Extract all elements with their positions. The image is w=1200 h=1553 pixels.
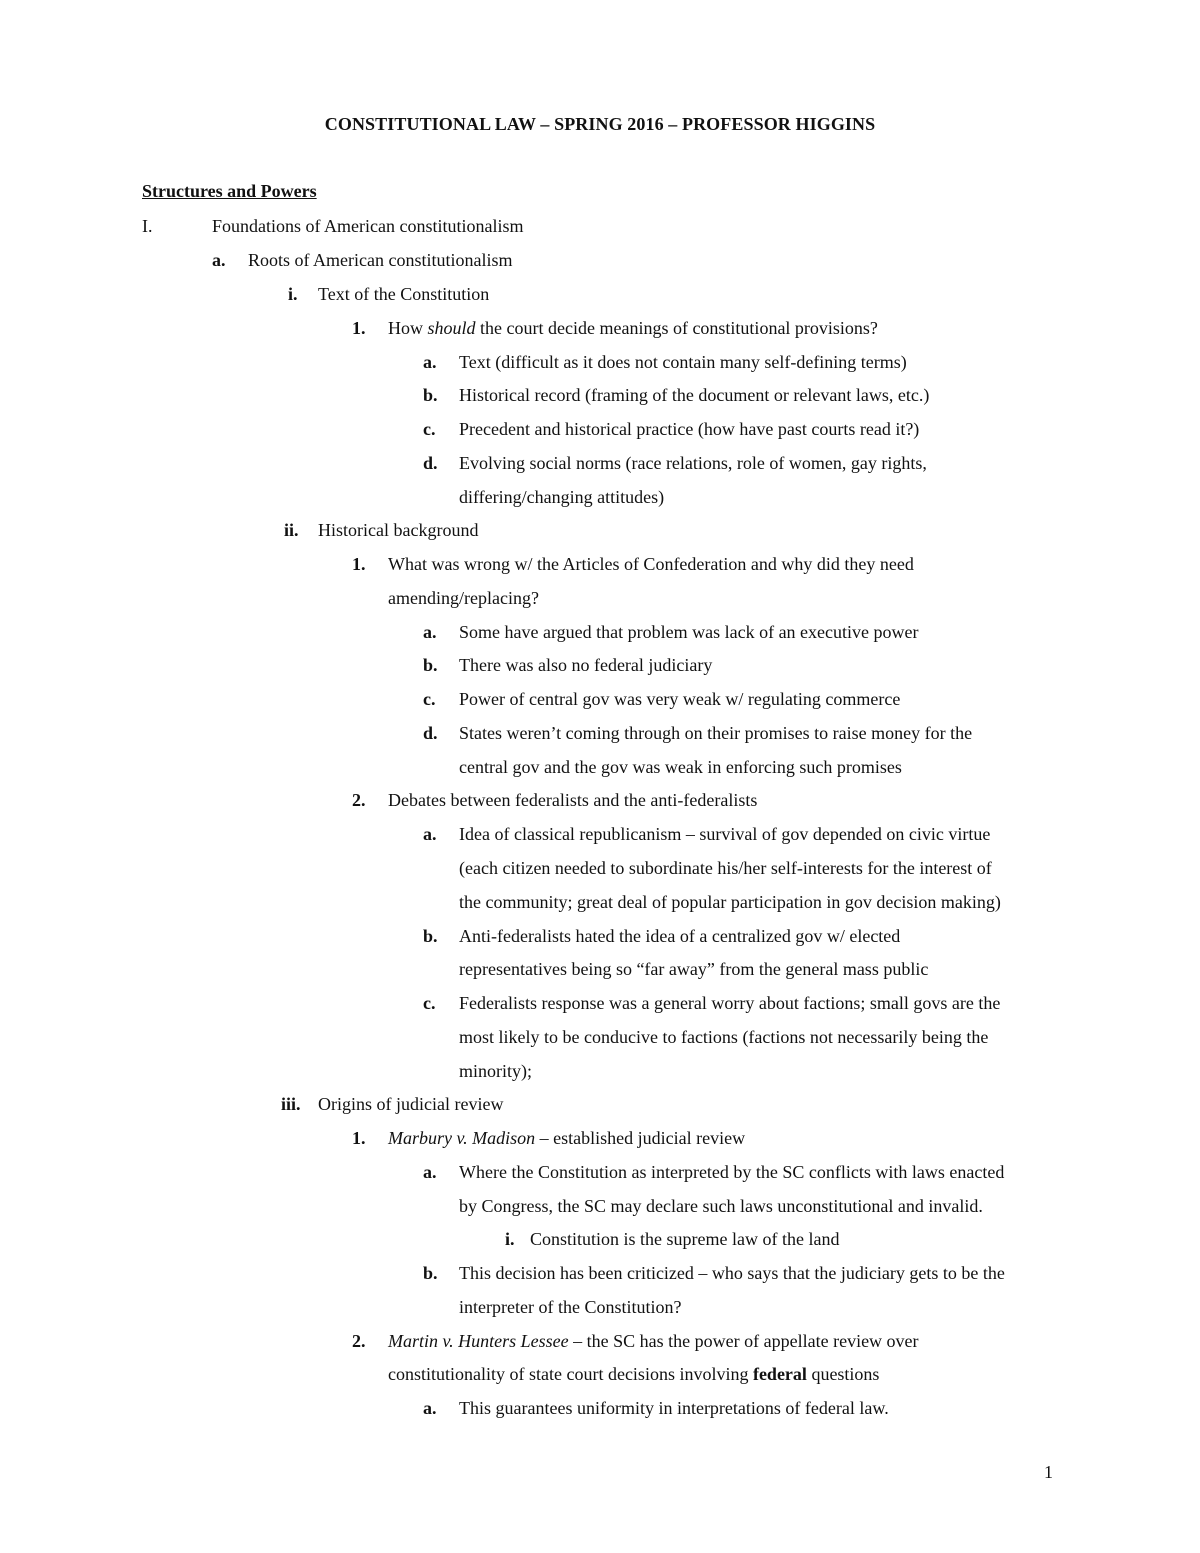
outline-text [459, 1296, 681, 1318]
outline-text [459, 823, 990, 845]
text-segment: by Congress, the SC may declare such laws unconstitutional and invalid. [459, 1196, 983, 1216]
text-segment: Precedent and historical practice (how have past courts read it?) [459, 419, 920, 439]
text-segment: central gov and the gov was weak in enforcing such promises [459, 757, 902, 777]
outline-label: c. [423, 689, 436, 709]
outline-text [459, 925, 900, 947]
outline-text [248, 249, 512, 271]
text-segment: – established judicial review [535, 1128, 746, 1148]
text-segment: questions [806, 1364, 880, 1384]
outline-text [459, 384, 929, 406]
outline-text [459, 1161, 1004, 1183]
outline-label: I. [142, 216, 153, 236]
outline-text [459, 351, 907, 373]
text-segment: differing/changing attitudes) [459, 487, 665, 507]
document-title: CONSTITUTIONAL LAW – SPRING 2016 – PROFESSOR HIGGINS [324, 114, 876, 134]
outline-text [388, 1363, 879, 1385]
outline-label: c. [423, 419, 436, 439]
outline-label: 1. [352, 318, 366, 338]
text-segment: the court decide meanings of constitutional provisions? [475, 318, 878, 338]
text-segment: – the SC has the power of appellate review over [568, 1331, 919, 1351]
outline-text [388, 553, 914, 575]
text-segment: representatives being so “far away” from the general mass public [459, 959, 929, 979]
text-segment: most likely to be conducive to factions (factions not necessarily being the [459, 1027, 989, 1047]
text-segment: Constitution is the supreme law of the land [530, 1229, 840, 1249]
outline-text [318, 519, 478, 541]
text-segment: Evolving social norms (race relations, role of women, gay rights, [459, 453, 927, 473]
outline-text [388, 587, 539, 609]
outline-text [318, 1093, 503, 1115]
outline-label: a. [423, 1162, 437, 1182]
text-segment: Text (difficult as it does not contain many self-defining terms) [459, 352, 907, 372]
text-segment: How [388, 318, 428, 338]
outline-label: iii. [281, 1094, 301, 1114]
text-segment: What was wrong w/ the Articles of Confederation and why did they need [388, 554, 914, 574]
outline-text [459, 1026, 988, 1048]
outline-text [459, 756, 902, 778]
outline-label: 2. [352, 1331, 366, 1351]
text-segment: Text of the Constitution [318, 284, 490, 304]
text-segment: Where the Constitution as interpreted by the SC conflicts with laws enacted [459, 1162, 1005, 1182]
text-segment: Federalists response was a general worry about factions; small govs are the [459, 993, 1001, 1013]
outline-text [459, 621, 919, 643]
outline-label: i. [505, 1229, 515, 1249]
outline-label: c. [423, 993, 436, 1013]
text-segment: interpreter of the Constitution? [459, 1297, 682, 1317]
outline-label: a. [212, 250, 226, 270]
text-segment: Debates between federalists and the anti-federalists [388, 790, 758, 810]
text-segment: Historical background [318, 520, 479, 540]
text-segment: Historical record (framing of the document or relevant laws, etc.) [459, 385, 930, 405]
outline-label: a. [423, 622, 437, 642]
text-segment: Roots of American constitutionalism [248, 250, 513, 270]
emphasis-text: federal [752, 1364, 807, 1384]
outline-label: b. [423, 385, 438, 405]
outline-text [459, 452, 927, 474]
outline-label: i. [288, 284, 298, 304]
outline-label: a. [423, 1398, 437, 1418]
outline-text [318, 283, 489, 305]
text-segment: the community; great deal of popular participation in gov decision making) [459, 892, 1001, 912]
outline-text [459, 418, 919, 440]
outline-text [459, 1262, 1005, 1284]
outline-text [459, 722, 972, 744]
text-segment: minority); [459, 1061, 532, 1081]
outline-label: d. [423, 723, 438, 743]
outline-label: ii. [284, 520, 299, 540]
outline-text [388, 317, 878, 339]
case-name: Marbury v. Madison [388, 1128, 536, 1148]
outline-label: 1. [352, 1128, 366, 1148]
outline-label: a. [423, 352, 437, 372]
text-segment: Idea of classical republicanism – survival of gov depended on civic virtue [459, 824, 991, 844]
outline-text [459, 958, 928, 980]
outline-text [459, 1195, 983, 1217]
outline-label: 2. [352, 790, 366, 810]
case-name: Martin v. Hunters Lessee [388, 1331, 569, 1351]
outline-text [459, 891, 1001, 913]
outline-text [388, 1127, 745, 1149]
text-segment: This decision has been criticized – who says that the judiciary gets to be the [459, 1263, 1005, 1283]
outline-label: b. [423, 926, 438, 946]
outline-label: a. [423, 824, 437, 844]
outline-text [459, 688, 900, 710]
outline-text [459, 857, 992, 879]
case-name: should [427, 318, 476, 338]
outline-text [212, 215, 523, 237]
text-segment: Anti-federalists hated the idea of a centralized gov w/ elected [459, 926, 901, 946]
outline-text [459, 992, 1000, 1014]
text-segment: There was also no federal judiciary [459, 655, 713, 675]
text-segment: Origins of judicial review [318, 1094, 504, 1114]
outline-text [388, 1330, 919, 1352]
outline-text [530, 1228, 839, 1250]
text-segment: Some have argued that problem was lack of an executive power [459, 622, 919, 642]
outline-label: b. [423, 655, 438, 675]
text-segment: amending/replacing? [388, 588, 539, 608]
text-segment: This guarantees uniformity in interpretations of federal law. [459, 1398, 889, 1418]
text-segment: constitutionality of state court decisions involving [388, 1364, 753, 1384]
outline-text [459, 486, 664, 508]
outline-text [388, 789, 757, 811]
outline-text [459, 1060, 532, 1082]
outline-label: 1. [352, 554, 366, 574]
outline-text [459, 654, 712, 676]
text-segment: States weren’t coming through on their promises to raise money for the [459, 723, 973, 743]
outline-text [459, 1397, 889, 1419]
text-segment: Foundations of American constitutionalism [212, 216, 524, 236]
outline-label: b. [423, 1263, 438, 1283]
text-segment: Power of central gov was very weak w/ regulating commerce [459, 689, 901, 709]
outline-label: d. [423, 453, 438, 473]
text-segment: (each citizen needed to subordinate his/her self-interests for the interest of [459, 858, 992, 878]
page-number: 1 [1044, 1462, 1053, 1482]
section-heading: Structures and Powers [142, 181, 317, 201]
